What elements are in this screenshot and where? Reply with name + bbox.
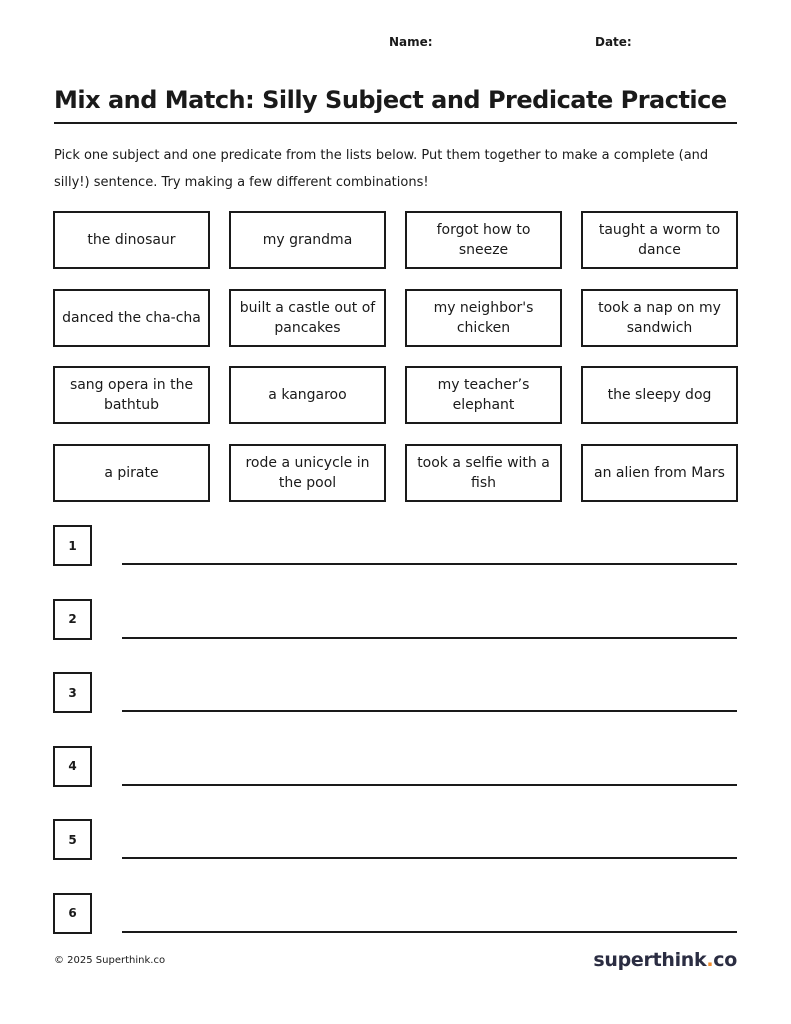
answer-row: [53, 525, 737, 566]
word-card: the sleepy dog: [581, 366, 738, 424]
answer-row: [53, 672, 737, 713]
answer-row: [53, 599, 737, 640]
answer-line: [122, 857, 737, 859]
answer-line: [122, 784, 737, 786]
answer-line: [122, 637, 737, 639]
title-divider: [54, 122, 737, 124]
answer-number: 6: [53, 893, 92, 934]
answer-number: 5: [53, 819, 92, 860]
word-card: my neighbor's chicken: [405, 289, 562, 347]
word-card: an alien from Mars: [581, 444, 738, 502]
word-card: forgot how to sneeze: [405, 211, 562, 269]
name-label: Name:: [389, 35, 433, 49]
answer-row: [53, 746, 737, 787]
word-card: sang opera in the bathtub: [53, 366, 210, 424]
word-card: rode a unicycle in the pool: [229, 444, 386, 502]
logo-dot: .: [706, 949, 714, 971]
instructions-text: Pick one subject and one predicate from the lists below. Put them together to make a complete (and silly!) sentence. Try making a few different combinations!: [54, 148, 709, 190]
answer-line: [122, 931, 737, 933]
answer-number: 4: [53, 746, 92, 787]
logo-tld: co: [713, 949, 737, 971]
answer-number: 3: [53, 672, 92, 713]
word-card: taught a worm to dance: [581, 211, 738, 269]
answer-line: [122, 710, 737, 712]
word-card: built a castle out of pancakes: [229, 289, 386, 347]
word-card: my grandma: [229, 211, 386, 269]
copyright-text: © 2025 Superthink.co: [54, 955, 166, 966]
page-title: Mix and Match: Silly Subject and Predicate Practice: [54, 86, 727, 114]
logo-main: superthink: [593, 949, 707, 971]
word-card: my teacher’s elephant: [405, 366, 562, 424]
word-card: a kangaroo: [229, 366, 386, 424]
answer-line: [122, 563, 737, 565]
word-card: took a nap on my sandwich: [581, 289, 738, 347]
answer-number: 1: [53, 525, 92, 566]
answer-row: [53, 893, 737, 934]
superthink-logo: [593, 949, 737, 971]
answer-number: 2: [53, 599, 92, 640]
answer-row: [53, 819, 737, 860]
word-card-grid: [53, 211, 739, 502]
date-label: Date:: [595, 35, 632, 49]
word-card: the dinosaur: [53, 211, 210, 269]
word-card: took a selfie with a fish: [405, 444, 562, 502]
word-card: a pirate: [53, 444, 210, 502]
word-card: danced the cha-cha: [53, 289, 210, 347]
